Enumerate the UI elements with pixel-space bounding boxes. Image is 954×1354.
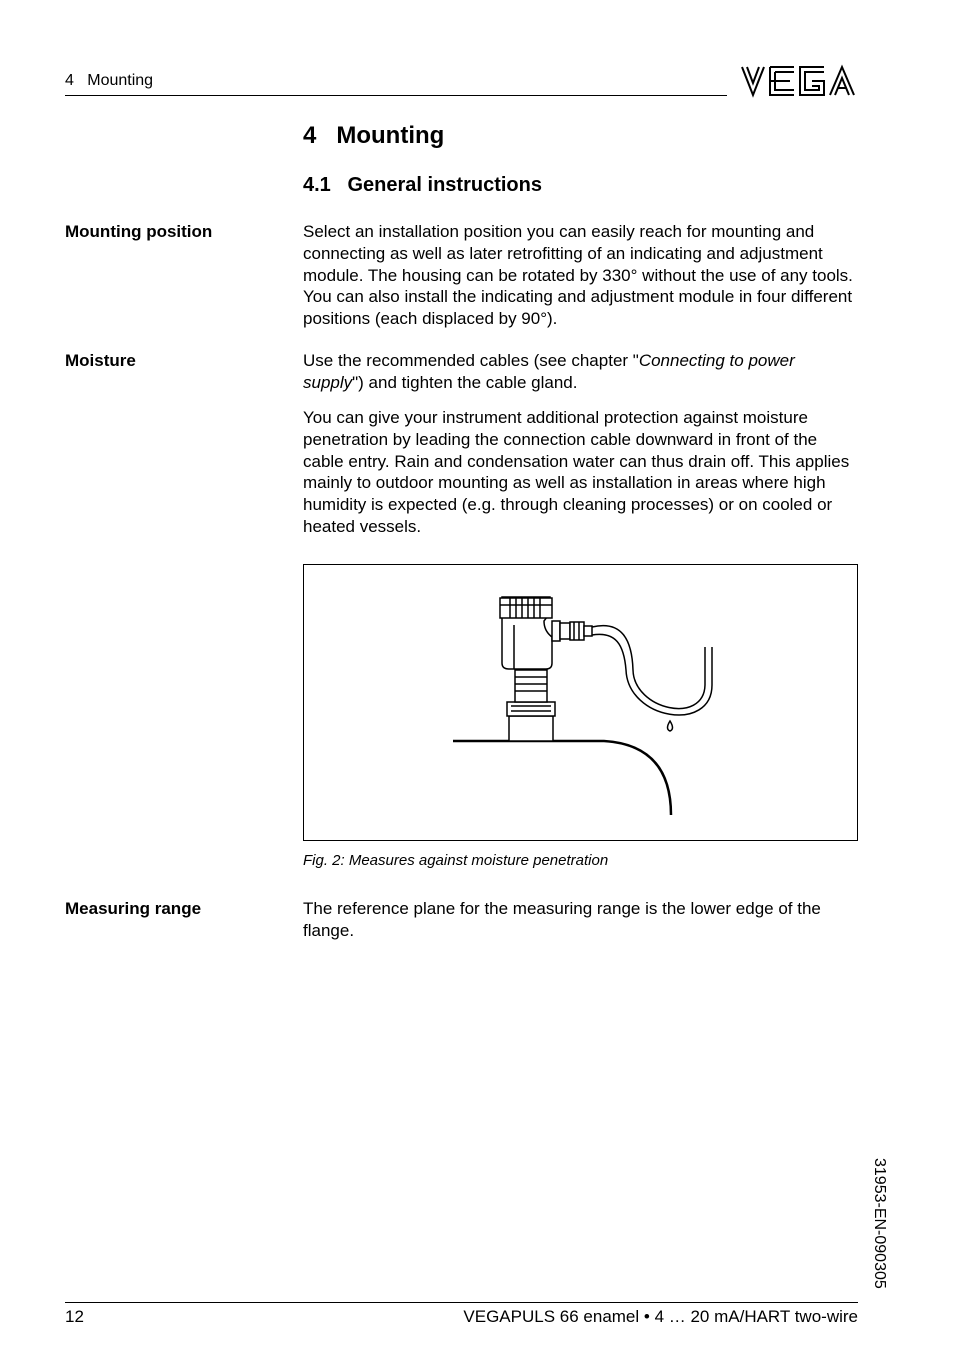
moisture-text-1 (303, 350, 859, 394)
chapter-reference: Connecting to power supply (303, 351, 795, 392)
product-name: VEGAPULS 66 enamel • 4 … 20 mA/HART two-wire (463, 1307, 858, 1326)
vega-logo (740, 64, 858, 98)
header-rule (65, 95, 727, 96)
section-title: 4 Mounting (303, 122, 445, 149)
moisture-label: Moisture (65, 351, 136, 370)
footer-rule (65, 1302, 858, 1303)
mounting-position-text: Select an installation position you can easily reach for mounting and connecting as well as later retrofitting of an indicating and adjustment module. The housing can be rotated by 330° without the use of any tools. You can also install the indicating and adjustment module in four different positions (each displaced by 90°). (303, 222, 853, 329)
document-id: 31953-EN-090305 (871, 1158, 888, 1289)
measuring-range-label: Measuring range (65, 899, 202, 918)
running-head: 4 Mounting (65, 72, 154, 89)
figure-caption: Fig. 2: Measures against moisture penetration (303, 852, 609, 869)
subsection-title: 4.1 General instructions (303, 174, 542, 196)
moisture-illustration (304, 565, 857, 840)
measuring-range-text: The reference plane for the measuring range is the lower edge of the flange. (303, 899, 821, 940)
moisture-text-2: You can give your instrument additional protection against moisture penetration by leading the connection cable downward in front of the cable entry. Rain and condensation water can thus drain off. This applies mainly to outdoor mounting as well as installation in areas where high humidity is expected (e.g. through cleaning processes) or on cooled or heated vessels. (303, 408, 850, 536)
figure-frame (303, 564, 858, 841)
moisture-text-1-before: Use the recommended cables (see chapter " (303, 351, 639, 370)
page-number: 12 (65, 1307, 84, 1326)
mounting-position-label: Mounting position (65, 222, 213, 241)
moisture-text-1-after: ") and tighten the cable gland. (352, 372, 578, 392)
